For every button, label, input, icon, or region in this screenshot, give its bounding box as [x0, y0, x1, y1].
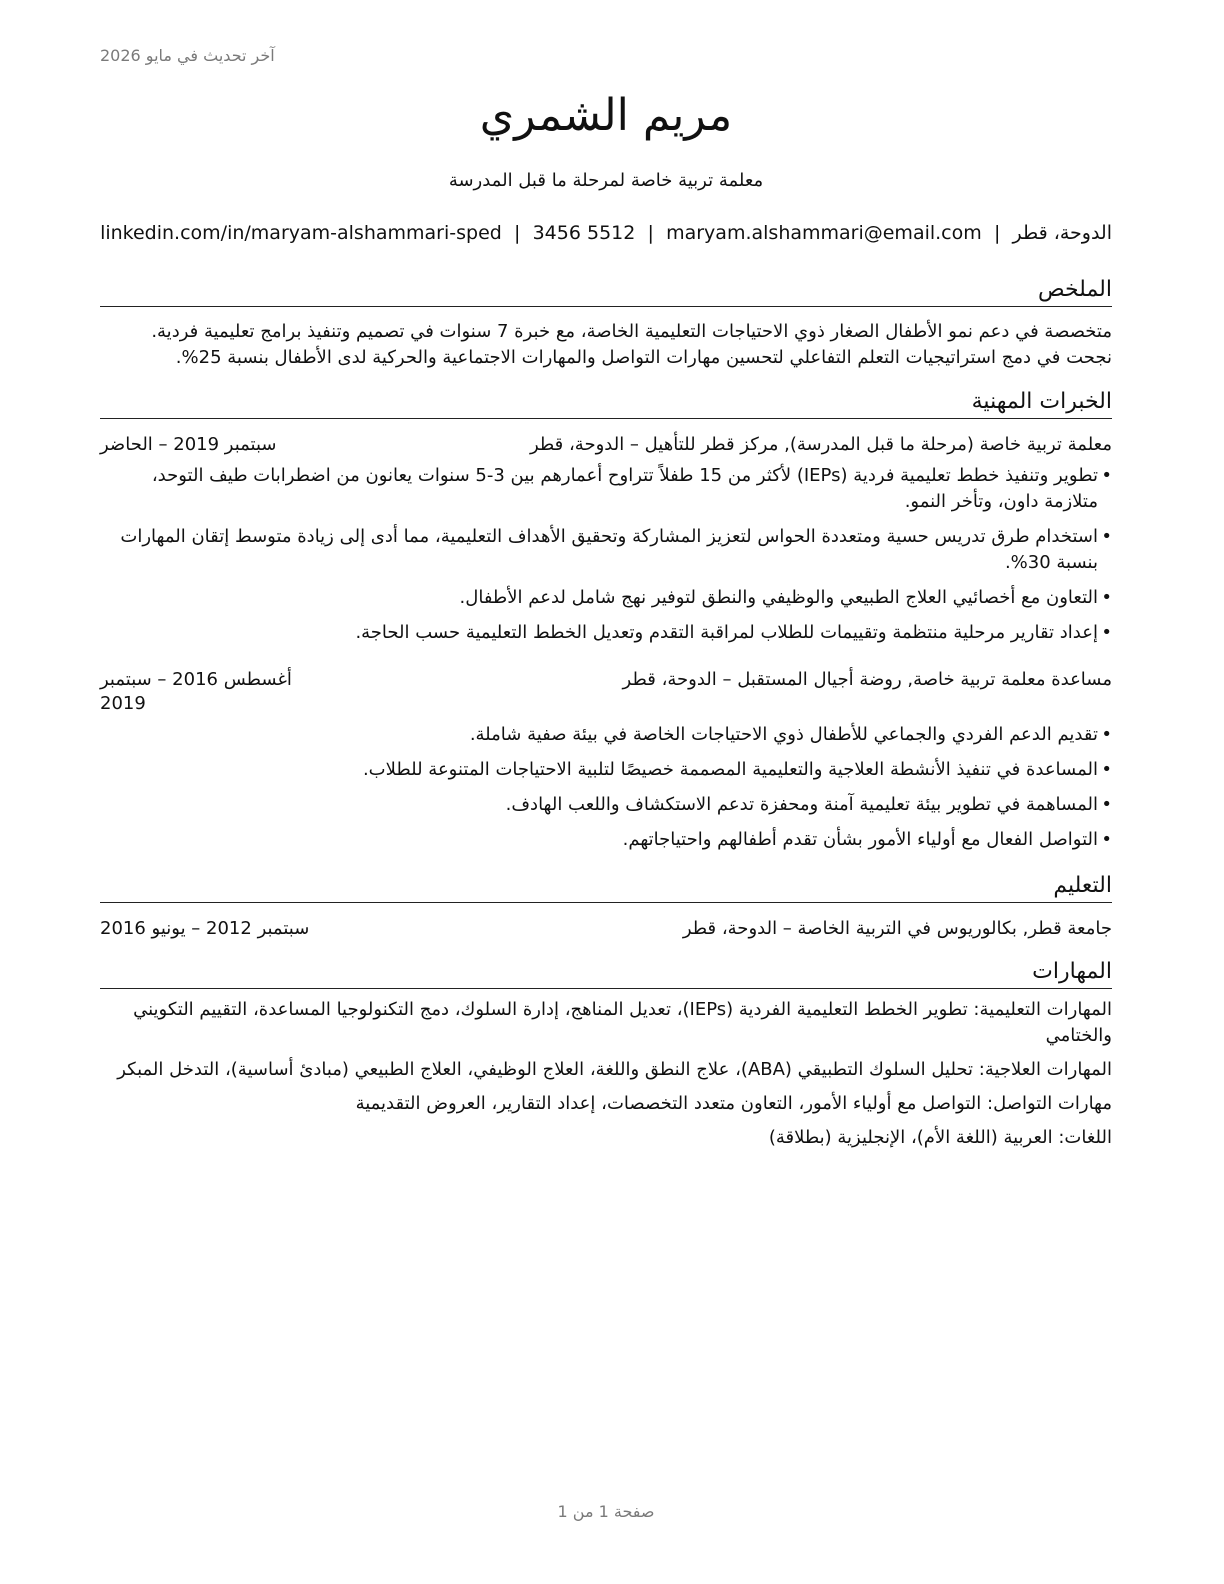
job-bullets	[100, 722, 1112, 853]
experience-heading: الخبرات المهنية	[100, 388, 1112, 419]
job-entry	[100, 668, 1112, 853]
job-bullet: • تقديم الدعم الفردي والجماعي للأطفال ذوي الاحتياجات الخاصة في بيئة صفية شاملة.	[100, 722, 1112, 748]
job-header	[100, 433, 1112, 457]
skills-heading: المهارات	[100, 958, 1112, 989]
education-section	[100, 872, 1112, 941]
candidate-name: مريم الشمري	[479, 90, 733, 141]
skills-line: المهارات التعليمية: تطوير الخطط التعليمية الفردية (IEPs)، تعديل المناهج، إدارة السلوك، دمج التكنولوجيا المساعدة، التقييم التكويني والختامي	[133, 999, 1112, 1046]
contact-email: maryam.alshammari@email.com	[666, 222, 982, 244]
summary-text: متخصصة في دعم نمو الأطفال الصغار ذوي الاحتياجات التعليمية الخاصة، مع خبرة 7 سنوات في تصميم وتنفيذ برامج تعليمية فردية. نجحت في دمج استراتيجيات التعلم التفاعلي لتحسين مهارات التواصل والمهارات الاجتماعية والحركية لدى الأطفال بنسبة 25%.	[151, 321, 1112, 368]
contact-location: الدوحة، قطر	[1012, 222, 1112, 244]
contact-linkedin: linkedin.com/in/maryam-alshammari-sped	[100, 222, 502, 244]
job-bullets	[100, 463, 1112, 646]
experience-section	[100, 388, 1112, 862]
job-bullet: • التعاون مع أخصائيي العلاج الطبيعي والوظيفي والنطق لتوفير نهج شامل لدعم الأطفال.	[100, 585, 1112, 611]
job-bullet: • التواصل الفعال مع أولياء الأمور بشأن تقدم أطفالهم واحتياجاتهم.	[100, 827, 1112, 853]
education-entry	[100, 917, 1112, 941]
job-bullet: • تطوير وتنفيذ خطط تعليمية فردية (IEPs) لأكثر من 15 طفلاً تتراوح أعمارهم بين 3-5 سنوات يعانون من اضطرابات طيف التوحد، متلازمة داون، وتأخر النمو.	[100, 463, 1112, 515]
job-dates: سبتمبر 2019 – الحاضر	[100, 434, 277, 455]
skills-line: مهارات التواصل: التواصل مع أولياء الأمور، التعاون متعدد التخصصات، إعداد التقارير، العروض التقديمية	[355, 1093, 1112, 1114]
job-dates: أغسطس 2016 – سبتمبر 2019	[100, 669, 292, 714]
job-bullet: • إعداد تقارير مرحلية منتظمة وتقييمات للطلاب لمراقبة التقدم وتعديل الخطط التعليمية حسب الحاجة.	[100, 620, 1112, 646]
job-header	[100, 668, 1112, 716]
contact-separator: |	[647, 222, 654, 244]
education-heading: التعليم	[100, 872, 1112, 903]
job-title: معلمة تربية خاصة (مرحلة ما قبل المدرسة), مركز قطر للتأهيل – الدوحة، قطر	[529, 434, 1112, 455]
job-bullet: • المساعدة في تنفيذ الأنشطة العلاجية والتعليمية المصممة خصيصًا لتلبية الاحتياجات المتنوعة للطلاب.	[100, 757, 1112, 783]
job-title: مساعدة معلمة تربية خاصة, روضة أجيال المستقبل – الدوحة، قطر	[622, 669, 1112, 690]
summary-heading: الملخص	[100, 276, 1112, 307]
job-bullet: • استخدام طرق تدريس حسية ومتعددة الحواس لتعزيز المشاركة وتحقيق الأهداف التعليمية، مما أدى إلى زيادة متوسط إتقان المهارات بنسبة 30%.	[100, 524, 1112, 576]
last-updated: آخر تحديث في مايو 2026	[100, 46, 275, 65]
contact-line	[100, 222, 1112, 244]
education-title: جامعة قطر, بكالوريوس في التربية الخاصة – الدوحة، قطر	[682, 918, 1112, 939]
contact-separator: |	[993, 222, 1001, 244]
skills-section	[100, 958, 1112, 1151]
summary-section	[100, 276, 1112, 371]
education-dates: سبتمبر 2012 – يونيو 2016	[100, 918, 310, 939]
contact-separator: |	[514, 222, 521, 244]
candidate-title: معلمة تربية خاصة لمرحلة ما قبل المدرسة	[448, 170, 764, 191]
contact-phone: 3456 5512	[532, 222, 636, 244]
page-number: صفحة 1 من 1	[557, 1502, 655, 1521]
resume-page	[100, 0, 1112, 1584]
job-bullet: • المساهمة في تطوير بيئة تعليمية آمنة ومحفزة تدعم الاستكشاف واللعب الهادف.	[100, 792, 1112, 818]
job-entry	[100, 433, 1112, 646]
skills-line: المهارات العلاجية: تحليل السلوك التطبيقي (ABA)، علاج النطق واللغة، العلاج الوظيفي، العلاج الطبيعي (مبادئ أساسية)، التدخل المبكر	[117, 1059, 1112, 1080]
skills-line: اللغات: العربية (اللغة الأم)، الإنجليزية (بطلاقة)	[768, 1127, 1112, 1148]
